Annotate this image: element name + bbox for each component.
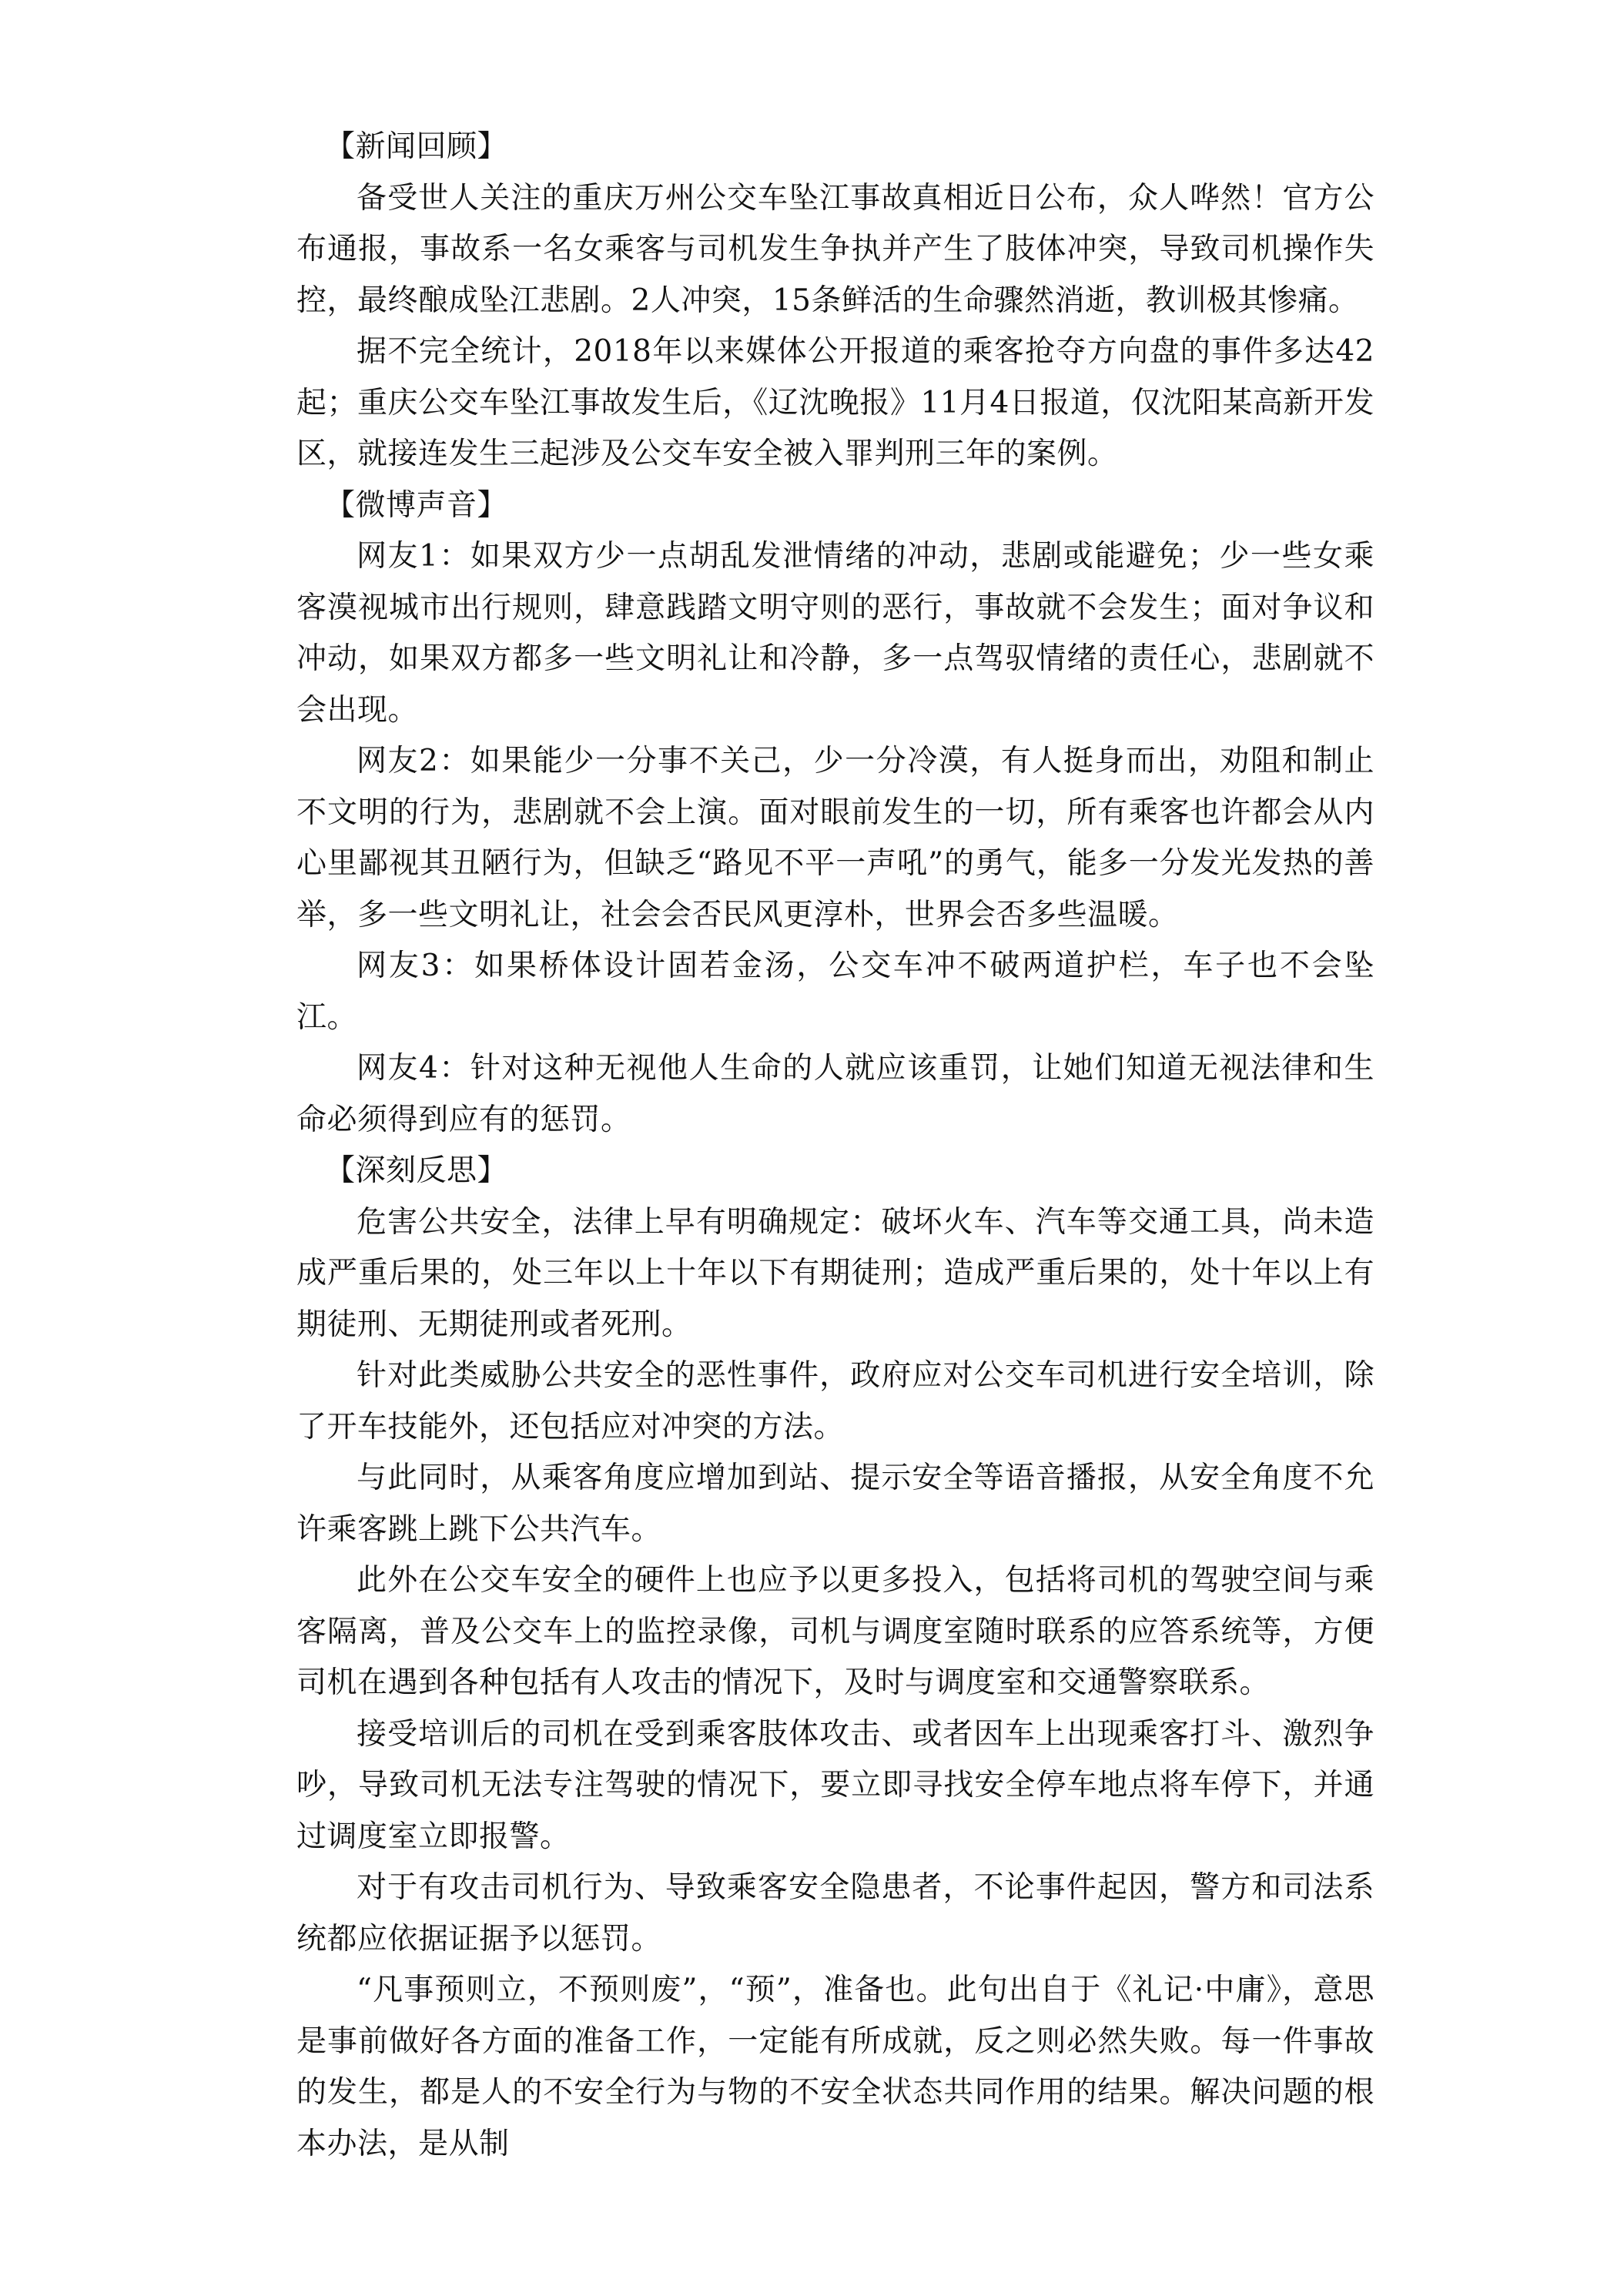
paragraph: 接受培训后的司机在受到乘客肢体攻击、或者因车上出现乘客打斗、激烈争吵，导致司机无法专注驾驶的情况下，要立即寻找安全停车地点将车停下，并通过调度室立即报警。 [296,1716,1375,1854]
paragraph: “凡事预则立，不预则废”，“预”，准备也。此句出自于《礼记·中庸》，意思是事前做好各方面的准备工作，一定能有所成就，反之则必然失败。每一件事故的发生，都是人的不安全行为与物的不安全状态共同作用的结果。解决问题的根本办法，是从制 [296,1973,1375,2161]
section-weibo-voices [296,480,1375,1146]
document-page [296,122,1375,2170]
paragraph: 据不完全统计，2018年以来媒体公开报道的乘客抢夺方向盘的事件多达42起；重庆公交车坠江事故发生后，《辽沈晚报》11月4日报道，仅沈阳某高新开发区，就接连发生三起涉及公交车安全被入罪判刑三年的案例。 [296,334,1375,471]
section-heading: 【微博声音】 [325,487,508,523]
paragraph: 危害公共安全，法律上早有明确规定：破坏火车、汽车等交通工具，尚未造成严重后果的，处三年以上十年以下有期徒刑；造成严重后果的，处十年以上有期徒刑、无期徒刑或者死刑。 [296,1204,1375,1342]
section-heading: 【新闻回顾】 [325,129,508,164]
paragraph: 此外在公交车安全的硬件上也应予以更多投入，包括将司机的驾驶空间与乘客隔离，普及公交车上的监控录像，司机与调度室随时联系的应答系统等，方便司机在遇到各种包括有人攻击的情况下，及时与调度室和交通警察联系。 [296,1563,1375,1700]
section-news-review [296,122,1375,480]
paragraph: 网友1：如果双方少一点胡乱发泄情绪的冲动，悲剧或能避免；少一些女乘客漠视城市出行规则，肆意践踏文明守则的恶行，事故就不会发生；面对争议和冲动，如果双方都多一些文明礼让和冷静，多一点驾驭情绪的责任心，悲剧就不会出现。 [296,539,1375,728]
paragraph: 与此同时，从乘客角度应增加到站、提示安全等语音播报，从安全角度不允许乘客跳上跳下公共汽车。 [296,1461,1375,1547]
paragraph: 网友4：针对这种无视他人生命的人就应该重罚，让她们知道无视法律和生命必须得到应有的惩罚。 [296,1051,1375,1137]
paragraph: 备受世人关注的重庆万州公交车坠江事故真相近日公布，众人哗然！官方公布通报，事故系一名女乘客与司机发生争执并产生了肢体冲突，导致司机操作失控，最终酿成坠江悲剧。2人冲突，15条鲜活的生命骤然消逝，教训极其惨痛。 [296,180,1375,318]
paragraph: 网友2：如果能少一分事不关己，少一分冷漠，有人挺身而出，劝阻和制止不文明的行为，悲剧就不会上演。面对眼前发生的一切，所有乘客也许都会从内心里鄙视其丑陋行为，但缺乏“路见不平一声吼”的勇气，能多一分发光发热的善举，多一些文明礼让，社会会否民风更淳朴，世界会否多些温暖。 [296,744,1375,932]
paragraph: 对于有攻击司机行为、导致乘客安全隐患者，不论事件起因，警方和司法系统都应依据证据予以惩罚。 [296,1870,1375,1956]
paragraph: 针对此类威胁公共安全的恶性事件，政府应对公交车司机进行安全培训，除了开车技能外，还包括应对冲突的方法。 [296,1358,1375,1444]
paragraph: 网友3：如果桥体设计固若金汤，公交车冲不破两道护栏，车子也不会坠江。 [296,949,1375,1035]
section-heading: 【深刻反思】 [325,1153,508,1188]
section-deep-reflection [296,1146,1375,2170]
